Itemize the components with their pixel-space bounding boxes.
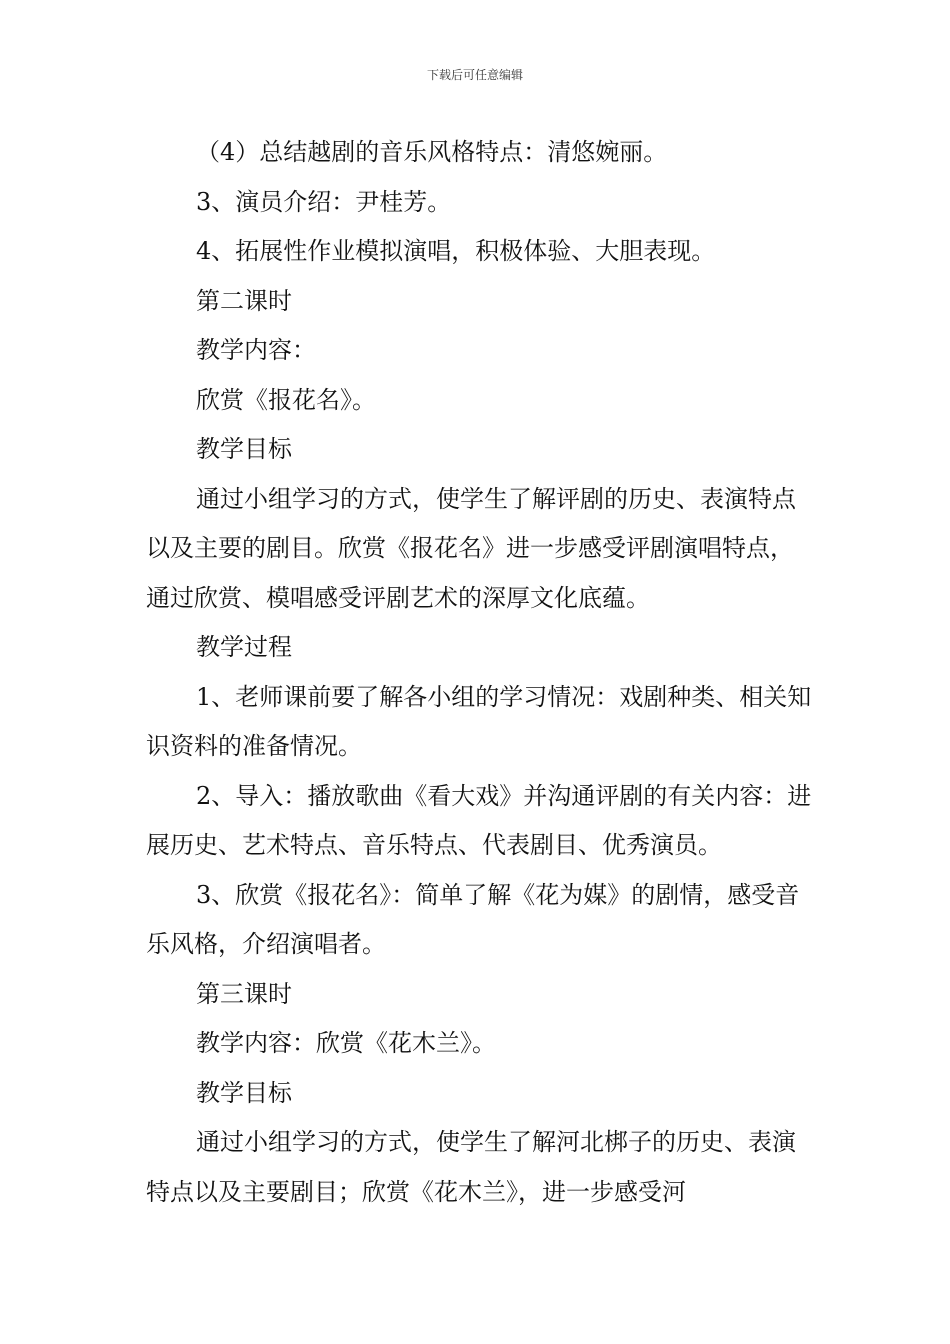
paragraph-objective: 通过小组学习的方式，使学生了解评剧的历史、表演特点以及主要的剧目。欣赏《报花名》进一步感受评剧演唱特点，通过欣赏、模唱感受评剧艺术的深厚文化底蕴。 [146,484,796,612]
page-header: 下载后可任意编辑 [426,68,523,82]
heading-lesson-2: 第二课时 [196,286,292,315]
heading-objective: 教学目标 [196,435,292,463]
paragraph-actor: 3、演员介绍：尹桂芳。 [196,187,452,216]
paragraph-step-1: 1、老师课前要了解各小组的学习情况：戏剧种类、相关知识资料的准备情况。 [146,682,812,760]
heading-content: 教学内容： [196,336,316,364]
heading-lesson-3: 第三课时 [196,979,292,1008]
heading-objective-3: 教学目标 [196,1078,292,1107]
paragraph-homework: 4、拓展性作业模拟演唱，积极体验、大胆表现。 [196,237,716,265]
paragraph-summary: （4）总结越剧的音乐风格特点：清悠婉丽。 [196,138,668,166]
document-body [146,128,812,1217]
paragraph-step-3: 3、欣赏《报花名》：简单了解《花为媒》的剧情，感受音乐风格，介绍演唱者。 [146,880,800,958]
paragraph-content-3: 教学内容：欣赏《花木兰》。 [196,1029,496,1057]
paragraph-step-2: 2、导入：播放歌曲《看大戏》并沟通评剧的有关内容：进展历史、艺术特点、音乐特点、代表剧目、优秀演员。 [146,781,812,859]
heading-process: 教学过程 [196,633,292,661]
paragraph-content: 欣赏《报花名》。 [196,385,376,414]
paragraph-objective-3: 通过小组学习的方式，使学生了解河北梆子的历史、表演特点以及主要剧目；欣赏《花木兰》，进一步感受河 [146,1128,796,1206]
